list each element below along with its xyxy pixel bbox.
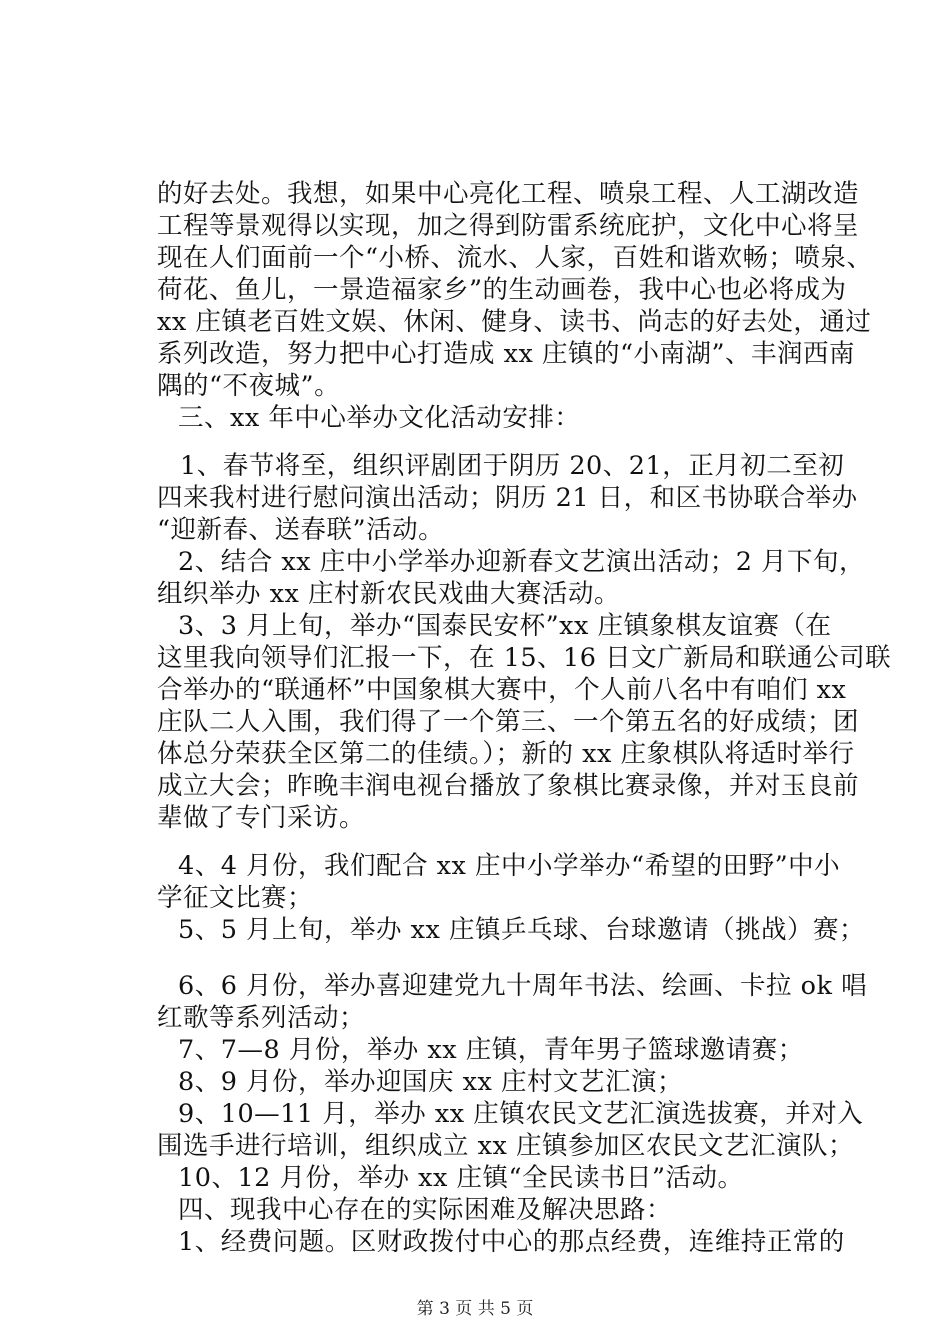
text-line: 体总分荣获全区第二的佳绩。）；新的 xx 庄象棋队将适时举行 bbox=[157, 739, 855, 769]
text-line: 组织举办 xx 庄村新农民戏曲大赛活动。 bbox=[157, 579, 620, 609]
text-line: 现在人们面前一个“小桥、流水、人家，百姓和谐欢畅；喷泉、 bbox=[157, 243, 873, 273]
text-line: “迎新春、送春联”活动。 bbox=[157, 515, 445, 545]
text-line: 7、7—8 月份，举办 xx 庄镇，青年男子篮球邀请赛； bbox=[178, 1035, 804, 1065]
text-line: 5、5 月上旬，举办 xx 庄镇乒乓球、台球邀请（挑战）赛； bbox=[178, 915, 866, 945]
text-line: 系列改造，努力把中心打造成 xx 庄镇的“小南湖”、丰润西南 bbox=[157, 339, 856, 369]
section-heading: 四、现我中心存在的实际困难及解决思路： bbox=[178, 1195, 673, 1225]
text-line: 6、6 月份，举办喜迎建党九十周年书法、绘画、卡拉 ok 唱 bbox=[178, 971, 868, 1001]
section-heading: 三、xx 年中心举办文化活动安排： bbox=[178, 403, 581, 433]
text-line: 合举办的“联通杯”中国象棋大赛中，个人前八名中有咱们 xx bbox=[157, 675, 847, 705]
text-line: 庄队二人入围，我们得了一个第三、一个第五名的好成绩；团 bbox=[157, 707, 860, 737]
text-line: xx 庄镇老百姓文娱、休闲、健身、读书、尚志的好去处，通过 bbox=[157, 307, 872, 337]
page-footer: 第 3 页 共 5 页 bbox=[416, 1299, 534, 1319]
text-line: 红歌等系列活动； bbox=[157, 1003, 366, 1033]
text-line: 9、10—11 月，举办 xx 庄镇农民文艺汇演选拔赛，并对入 bbox=[178, 1099, 864, 1129]
text-line: 1、经费问题。区财政拨付中心的那点经费，连维持正常的 bbox=[178, 1227, 845, 1257]
text-line: 荷花、鱼儿，一景造福家乡”的生动画卷，我中心也必将成为 bbox=[157, 275, 847, 305]
text-line: 10、12 月份，举办 xx 庄镇“全民读书日”活动。 bbox=[178, 1163, 744, 1193]
text-line: 2、结合 xx 庄中小学举办迎新春文艺演出活动；2 月下旬， bbox=[178, 547, 866, 577]
text-line: 辈做了专门采访。 bbox=[157, 803, 366, 833]
text-line: 工程等景观得以实现，加之得到防雷系统庇护，文化中心将呈 bbox=[157, 211, 860, 241]
text-line: 这里我向领导们汇报一下，在 15、16 日文广新局和联通公司联 bbox=[157, 643, 892, 673]
text-line: 围选手进行培训，组织成立 xx 庄镇参加区农民文艺汇演队； bbox=[157, 1131, 854, 1161]
text-line: 四来我村进行慰问演出活动；阴历 21 日，和区书协联合举办 bbox=[157, 483, 858, 513]
text-line: 学征文比赛； bbox=[157, 883, 314, 913]
text-line: 4、4 月份，我们配合 xx 庄中小学举办“希望的田野”中小 bbox=[178, 851, 841, 881]
text-line: 1、春节将至，组织评剧团于阴历 20、21，正月初二至初 bbox=[180, 451, 845, 481]
text-line: 3、3 月上旬，举办“国泰民安杯”xx 庄镇象棋友谊赛（在 bbox=[178, 611, 832, 641]
text-line: 成立大会；昨晚丰润电视台播放了象棋比赛录像，并对玉良前 bbox=[157, 771, 860, 801]
text-line: 8、9 月份，举办迎国庆 xx 庄村文艺汇演； bbox=[178, 1067, 684, 1097]
text-line: 的好去处。我想，如果中心亮化工程、喷泉工程、人工湖改造 bbox=[157, 179, 860, 209]
text-line: 隅的“不夜城”。 bbox=[157, 371, 341, 401]
